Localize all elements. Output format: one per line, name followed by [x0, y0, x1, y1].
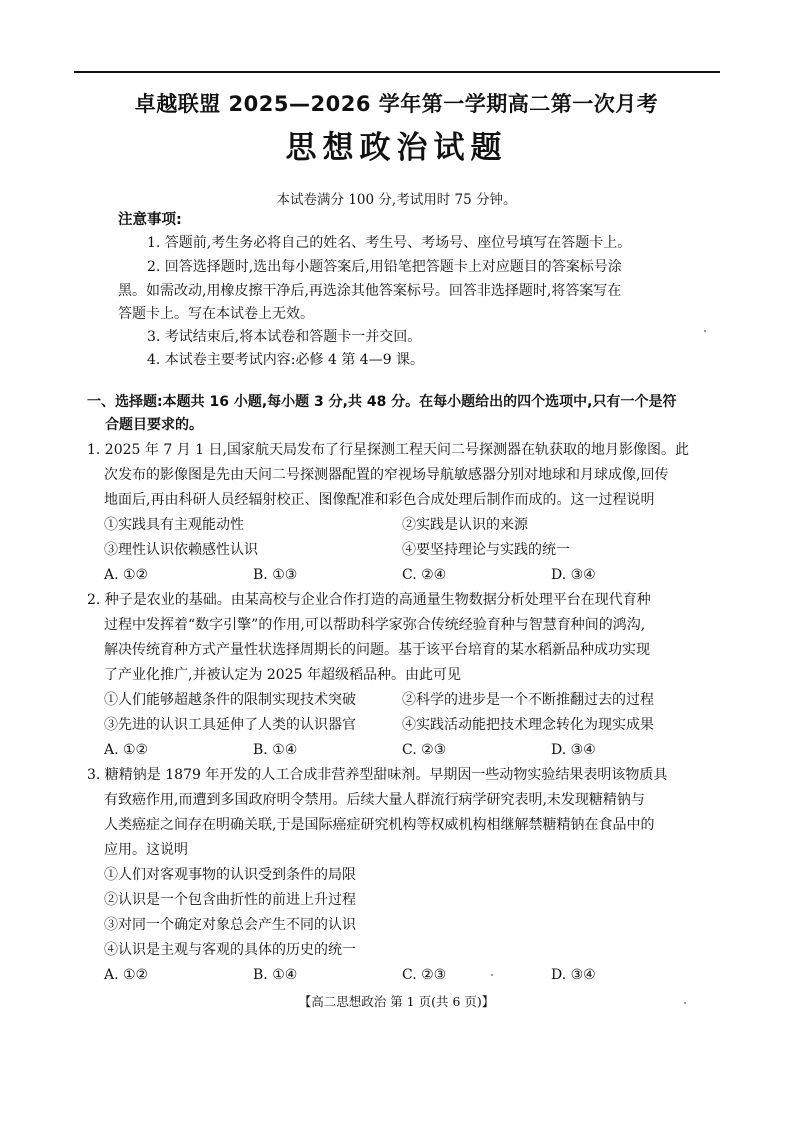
- section-heading: 一、选择题:本题共 16 小题,每小题 3 分,共 48 分。在每小题给出的四个选项中,只有一个是符: [87, 394, 677, 410]
- q2-statement-4: ④实践活动能把技术理念转化为现实成果: [402, 717, 654, 733]
- q1-stem-line: 地面后,再由科研人员经辐射校正、图像配准和彩色合成处理后制作而成的。这一过程说明: [104, 492, 655, 508]
- notes-heading: 注意事项:: [118, 212, 182, 228]
- scan-speck: [491, 974, 493, 976]
- note-line: 4. 本试卷主要考试内容:必修 4 第 4—9 课。: [147, 352, 425, 368]
- q1-statement-4: ④要坚持理论与实践的统一: [402, 542, 570, 558]
- q2-statement-3: ③先进的认识工具延伸了人类的认识器官: [104, 717, 356, 733]
- subject-title: 思想政治试题: [285, 130, 508, 166]
- q1-choice-b: B. ①③: [253, 567, 298, 583]
- q2-choice-a: A. ①②: [104, 742, 149, 758]
- exam-info: 本试卷满分 100 分,考试用时 75 分钟。: [276, 192, 517, 208]
- q1-choice-c: C. ②④: [402, 567, 447, 583]
- q1-statement-1: ①实践具有主观能动性: [104, 517, 244, 533]
- q2-statement-2: ②科学的进步是一个不断推翻过去的过程: [402, 692, 654, 708]
- q3-stem-line: 人类癌症之间存在明确关联,于是国际癌症研究机构等权威机构相继解禁糖精钠在食品中的: [104, 817, 655, 833]
- scan-speck: [684, 1002, 686, 1004]
- note-line: 3. 考试结束后,将本试卷和答题卡一并交回。: [147, 329, 422, 345]
- q2-statement-1: ①人们能够超越条件的限制实现技术突破: [104, 692, 356, 708]
- q3-choice-b: B. ①④: [253, 967, 298, 983]
- q3-statement-3: ③对同一个确定对象总会产生不同的认识: [104, 917, 356, 933]
- q2-stem-line: 2. 种子是农业的基础。由某高校与企业合作打造的高通量生物数据分析处理平台在现代育种: [87, 592, 651, 608]
- page-footer: 【高二思想政治 第 1 页(共 6 页)】: [298, 994, 495, 1009]
- q3-statement-1: ①人们对客观事物的认识受到条件的局限: [104, 867, 356, 883]
- q1-stem-line: 次发布的影像图是先由天问二号探测器配置的窄视场导航敏感器分别对地球和月球成像,回传: [104, 467, 669, 483]
- note-line: 黑。如需改动,用橡皮擦干净后,再选涂其他答案标号。回答非选择题时,将答案写在: [118, 283, 622, 299]
- note-line: 1. 答题前,考生务必将自己的姓名、考生号、考场号、座位号填写在答题卡上。: [147, 235, 632, 251]
- note-line: 答题卡上。写在本试卷上无效。: [118, 306, 314, 322]
- q2-stem-line: 过程中发挥着“数字引擎”的作用,可以帮助科学家弥合传统经验育种与智慧育种间的鸿沟,: [104, 617, 646, 633]
- q3-stem-line: 3. 糖精钠是 1879 年开发的人工合成非营养型甜味剂。早期因一些动物实验结果表明该物质具: [87, 767, 668, 783]
- scan-speck: [704, 330, 706, 332]
- q3-choice-d: D. ③④: [551, 967, 596, 983]
- q1-choice-d: D. ③④: [551, 567, 596, 583]
- q2-stem-line: 解决传统育种方式产量性状选择周期长的问题。基于该平台培育的某水稻新品种成功实现: [104, 642, 650, 658]
- exam-title: 卓越联盟 2025—2026 学年第一学期高二第一次月考: [134, 92, 659, 116]
- q1-choice-a: A. ①②: [104, 567, 149, 583]
- section-heading-cont: 合题目要求的。: [105, 417, 203, 433]
- q3-choice-a: A. ①②: [104, 967, 149, 983]
- q1-statement-3: ③理性认识依赖感性认识: [104, 542, 258, 558]
- q3-stem-line: 有致癌作用,而遭到多国政府明令禁用。后续大量人群流行病学研究表明,未发现糖精钠与: [104, 792, 645, 808]
- q3-statement-4: ④认识是主观与客观的具体的历史的统一: [104, 942, 356, 958]
- q2-choice-c: C. ②③: [402, 742, 447, 758]
- q2-choice-d: D. ③④: [551, 742, 596, 758]
- note-line: 2. 回答选择题时,选出每小题答案后,用铅笔把答题卡上对应题目的答案标号涂: [147, 259, 622, 275]
- q2-stem-line: 了产业化推广,并被认定为 2025 年超级稻品种。由此可见: [104, 667, 461, 683]
- q2-choice-b: B. ①④: [253, 742, 298, 758]
- q3-statement-2: ②认识是一个包含曲折性的前进上升过程: [104, 892, 356, 908]
- top-rule: [74, 71, 720, 73]
- q1-stem-line: 1. 2025 年 7 月 1 日,国家航天局发布了行星探测工程天问二号探测器在轨获取的地月影像图。此: [87, 442, 689, 458]
- q1-statement-2: ②实践是认识的来源: [402, 517, 528, 533]
- q3-choice-c: C. ②③: [402, 967, 447, 983]
- q3-stem-line: 应用。这说明: [104, 842, 188, 858]
